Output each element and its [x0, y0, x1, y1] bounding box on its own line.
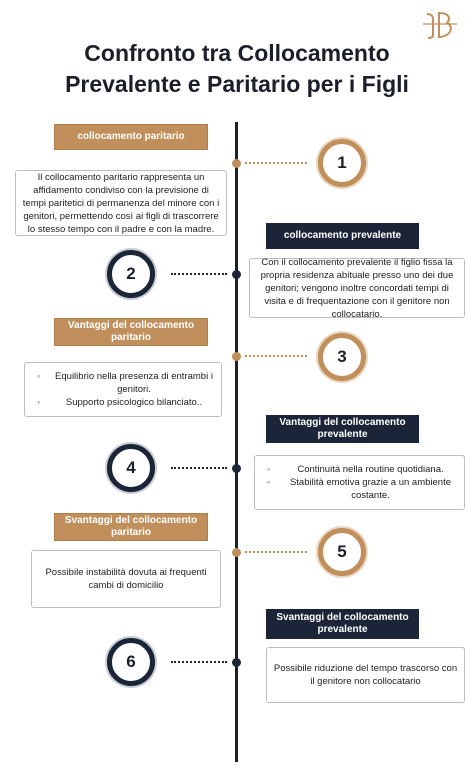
step-5-number-badge: 5 — [318, 528, 366, 576]
step-1-number-badge: 1 — [318, 139, 366, 187]
step-1-text: Il collocamento paritario rappresenta un affidamento condiviso con la previsione di tempi paritetici di permanenza del minore con i genitori, permettendo così ai figli di trascorrere lo stesso tempo con il padre e con la madre. — [22, 171, 220, 235]
page-title — [0, 38, 474, 100]
step-3-box — [24, 362, 222, 417]
step-5-axis-dot — [232, 548, 241, 557]
step-4-box — [254, 455, 465, 510]
step-4-list — [255, 463, 464, 502]
step-3-connector — [245, 355, 307, 357]
title-line-1: Confronto tra Collocamento — [84, 40, 390, 66]
step-4-axis-dot — [232, 464, 241, 473]
step-3-number-badge: 3 — [318, 333, 366, 381]
step-6-connector — [171, 661, 227, 663]
step-5-label: Svantaggi del collocamento paritario — [54, 513, 208, 541]
step-3-item-1: ◦ Equilibrio nella presenza di entrambi i genitori. — [53, 370, 213, 396]
step-2-label: collocamento prevalente — [266, 223, 419, 249]
step-1-label: collocamento paritario — [54, 124, 208, 150]
step-2-axis-dot — [232, 270, 241, 279]
step-2-number-badge: 2 — [107, 250, 155, 298]
step-4-connector — [171, 467, 227, 469]
step-1-box — [15, 170, 227, 236]
step-2-text: Con il collocamento prevalente il figlio fissa la propria residenza abituale presso uno dei due genitori; vengono inoltre concordati tempi di visita e di frequentazione con il genitore non collocatario. — [260, 256, 454, 320]
step-4-label: Vantaggi del collocamento prevalente — [266, 415, 419, 443]
step-5-box — [31, 550, 221, 608]
step-6-axis-dot — [232, 658, 241, 667]
brand-logo-icon — [419, 10, 463, 40]
step-6-box — [266, 647, 465, 703]
step-2-connector — [171, 273, 227, 275]
step-6-number-badge: 6 — [107, 638, 155, 686]
step-6-text: Possibile riduzione del tempo trascorso con il genitore non collocatario — [273, 663, 458, 687]
step-4-item-1: ◦ Continuità nella routine quotidiana. — [283, 463, 456, 476]
step-1-connector — [245, 162, 307, 164]
step-4-number-badge: 4 — [107, 444, 155, 492]
step-6-label: Svantaggi del collocamento prevalente — [266, 609, 419, 639]
step-3-label: Vantaggi del collocamento paritario — [54, 318, 208, 346]
step-3-item-2: ◦ Supporto psicologico bilanciato.. — [53, 396, 213, 409]
step-3-axis-dot — [232, 352, 241, 361]
step-3-list — [25, 370, 221, 409]
step-1-axis-dot — [232, 159, 241, 168]
step-4-item-2: ◦ Stabilità emotiva grazie a un ambiente costante. — [283, 476, 456, 502]
title-line-2: Prevalente e Paritario per i Figli — [65, 71, 409, 97]
step-5-text: Possibile instabilità dovuta ai frequenti cambi di domicilio — [45, 567, 207, 591]
step-5-connector — [245, 551, 307, 553]
step-2-box — [249, 258, 465, 318]
